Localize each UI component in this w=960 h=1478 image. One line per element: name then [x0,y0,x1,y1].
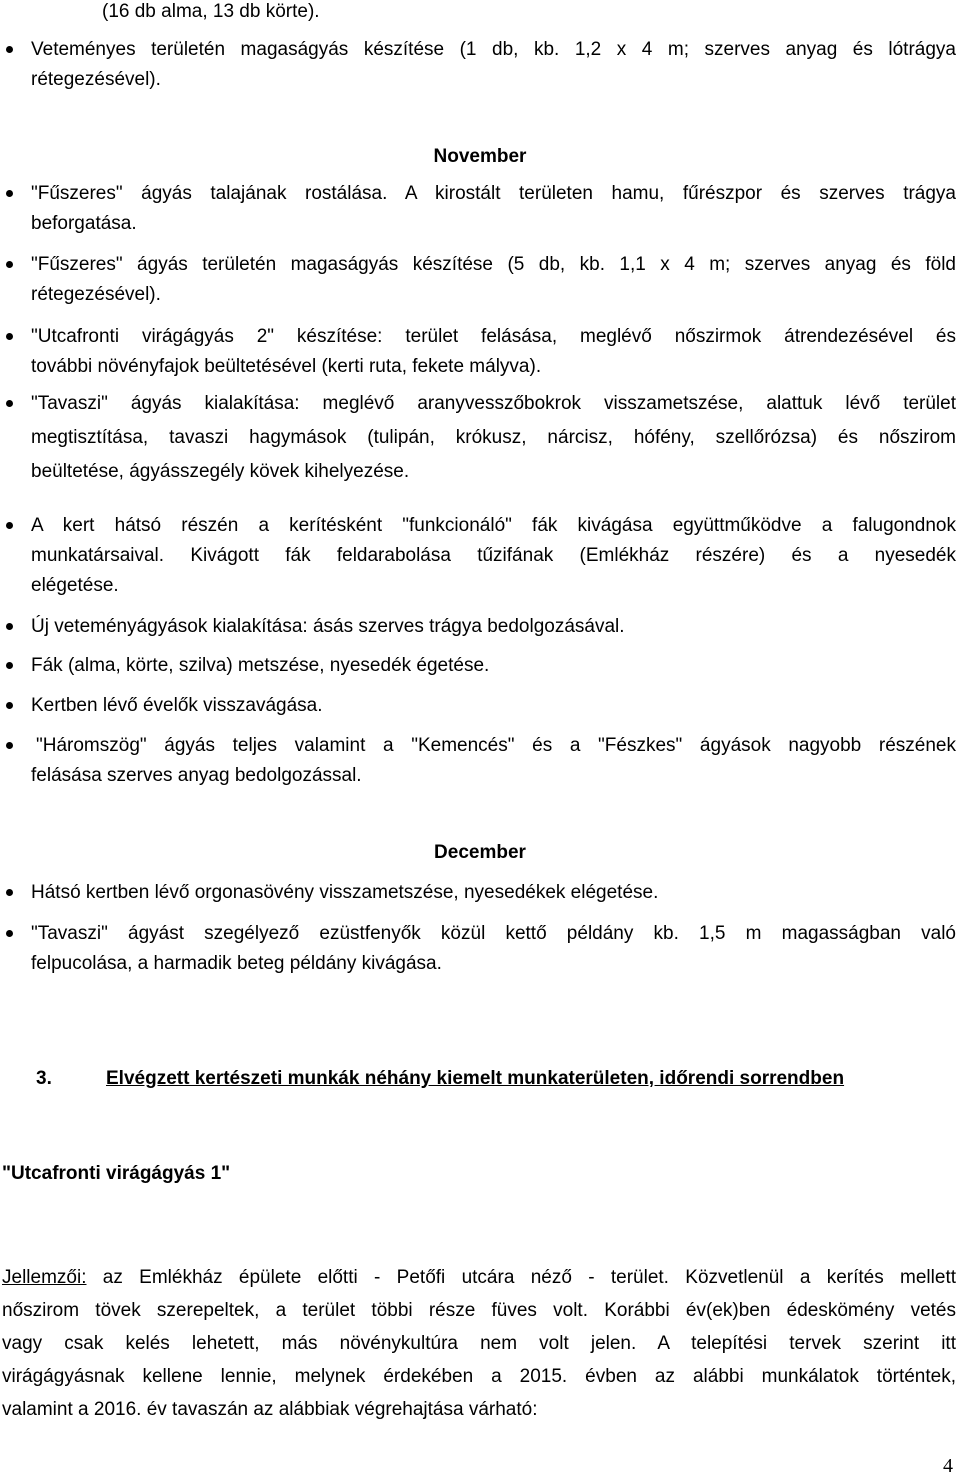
bullet-icon [6,190,13,197]
paragraph-line: virágágyásnak kellene lennie, melynek érdekében a 2015. évben az alábbi munkálatok történtek, [2,1366,956,1387]
page-number: 4 [943,1455,953,1477]
bullet-icon [6,46,13,53]
list-item-line: Veteményes területén magaságyás készítése (1 db, kb. 1,2 x 4 m; szerves anyag és lótrágya [31,39,956,60]
list-item-line: Kertben lévő évelők visszavágása. [31,695,323,716]
list-item-line: rétegezésével). [31,69,161,90]
list-item-line: "Tavaszi" ágyás kialakítása: meglévő aranyvesszőbokrok visszametszése, alattuk lévő terület [31,393,956,414]
paragraph-text: az Emlékház épülete előtti - Petőfi utcára néző - terület. Közvetlenül a kerítés mellett [86,1267,956,1288]
list-item-line: beforgatása. [31,213,137,234]
bullet-icon [6,261,13,268]
list-item-line: megtisztítása, tavaszi hagymások (tulipán, krókusz, nárcisz, hófény, szellőrózsa) és nőszirom [31,427,956,448]
list-item-line: munkatársaival. Kivágott fák feldarabolása tűzifának (Emlékház részére) és a nyesedék [31,545,956,566]
list-item-line: Fák (alma, körte, szilva) metszése, nyesedék égetése. [31,655,490,676]
list-item-line: A kert hátsó részén a kerítésként "funkcionáló" fák kivágása együttműködve a falugondnok [31,515,956,536]
list-item-line: Hátsó kertben lévő orgonasövény visszametszése, nyesedékek elégetése. [31,882,659,903]
list-item-line: "Utcafronti virágágyás 2" készítése: terület felásása, meglévő nőszirmok átrendezésével és [31,326,956,347]
november-heading: November [433,146,527,167]
bullet-icon [6,702,13,709]
bullet-icon [6,889,13,896]
list-item-line: "Háromszög" ágyás teljes valamint a "Kemencés" és a "Fészkes" ágyások nagyobb részének [36,735,956,756]
paragraph-line: vagy csak kelés lehetett, más növénykultúra nem volt jelen. A telepítési tervek szerint itt [2,1333,956,1354]
bullet-icon [6,742,13,749]
bullet-icon [6,662,13,669]
list-item-line: "Fűszeres" ágyás talajának rostálása. A kirostált területen hamu, fűrészpor és szerves trágya [31,183,956,204]
intro-line: (16 db alma, 13 db körte). [102,1,320,22]
bullet-icon [6,333,13,340]
list-item-line: beültetése, ágyásszegély kövek kihelyezése. [31,461,410,482]
paragraph-line: valamint a 2016. év tavaszán az alábbiak végrehajtása várható: [2,1399,538,1420]
subsection-title: "Utcafronti virágágyás 1" [2,1163,231,1184]
bullet-icon [6,930,13,937]
list-item-line: felpucolása, a harmadik beteg példány kivágása. [31,953,442,974]
list-item-line: "Tavaszi" ágyást szegélyező ezüstfenyők közül kettő példány kb. 1,5 m magasságban való [31,923,956,944]
section-title: Elvégzett kertészeti munkák néhány kiemelt munkaterületen, időrendi sorrendben [106,1068,845,1089]
paragraph-line: nőszirom tövek szerepeltek, a terület többi része füves volt. Korábbi év(ek)ben édeskömény vetés [2,1300,956,1321]
list-item-line: elégetése. [31,575,119,596]
section-number: 3. [36,1068,52,1089]
list-item-line: Új veteményágyások kialakítása: ásás szerves trágya bedolgozásával. [31,616,625,637]
bullet-icon [6,400,13,407]
list-item-line: további növényfajok beültetésével (kerti ruta, fekete mályva). [31,356,542,377]
bullet-icon [6,522,13,529]
paragraph-line [2,1266,956,1290]
list-item-line: felásása szerves anyag bedolgozással. [31,765,362,786]
list-item-line: "Fűszeres" ágyás területén magaságyás készítése (5 db, kb. 1,1 x 4 m; szerves anyag és föld [31,254,956,275]
list-item-line: rétegezésével). [31,284,161,305]
bullet-icon [6,623,13,630]
december-heading: December [434,842,526,863]
paragraph-label: Jellemzői: [2,1267,87,1288]
